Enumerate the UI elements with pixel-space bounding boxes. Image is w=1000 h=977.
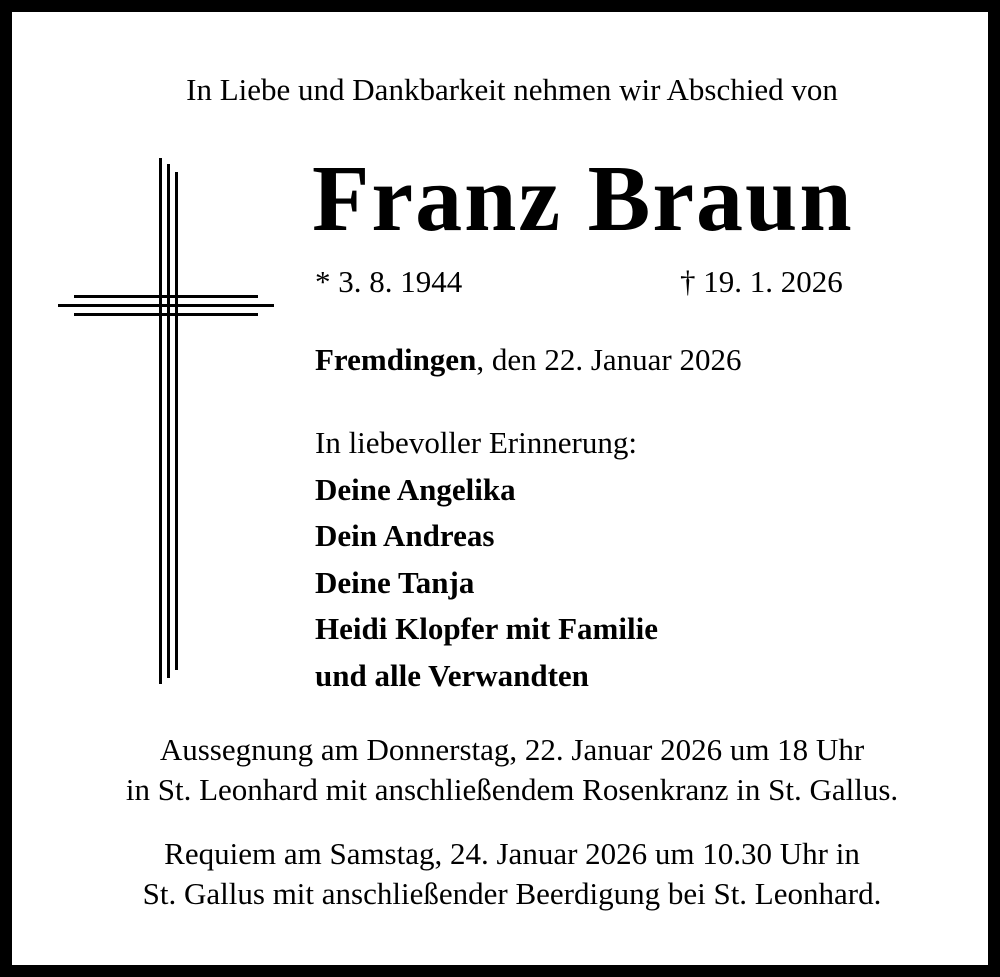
blessing-line: in St. Leonhard mit anschließendem Rosenkranz in St. Gallus. [125, 772, 899, 807]
notice-date: , den 22. Januar 2026 [476, 342, 742, 377]
death-date: † 19. 1. 2026 [680, 264, 843, 299]
survivor-name: Heidi Klopfer mit Familie [315, 611, 658, 646]
requiem-service [12, 834, 1000, 914]
intro-text: In Liebe und Dankbarkeit nehmen wir Abschied von [186, 72, 838, 107]
survivor-name: und alle Verwandten [315, 657, 589, 693]
survivor-name: Dein Andreas [315, 518, 495, 553]
requiem-line: St. Gallus mit anschließender Beerdigung bei St. Leonhard. [142, 876, 882, 911]
survivor-name: Deine Angelika [315, 471, 516, 507]
deceased-name: Franz Braun [312, 147, 854, 251]
blessing-line: Aussegnung am Donnerstag, 22. Januar 2026 um 18 Uhr [159, 732, 865, 767]
requiem-line: Requiem am Samstag, 24. Januar 2026 um 10.30 Uhr in [164, 836, 860, 871]
memory-block [315, 420, 658, 699]
survivor-name: Deine Tanja [315, 564, 475, 600]
place-date-line [315, 340, 741, 380]
memory-intro: In liebevoller Erinnerung: [315, 425, 637, 460]
birth-date: * 3. 8. 1944 [315, 264, 463, 299]
cross-icon [56, 158, 276, 684]
place-name: Fremdingen [315, 342, 477, 377]
blessing-service [12, 730, 1000, 810]
